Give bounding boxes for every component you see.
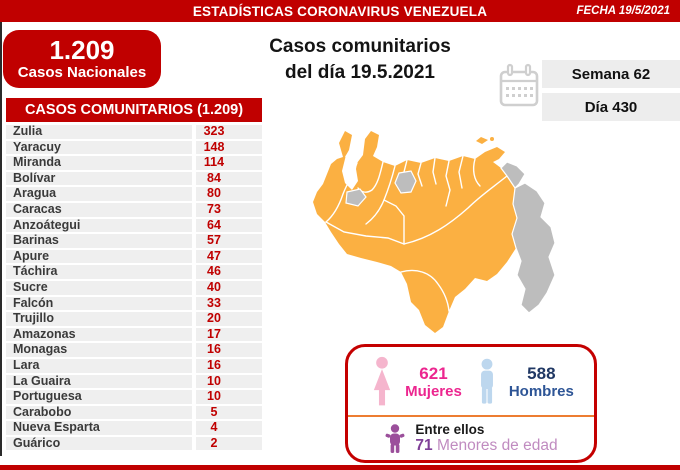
national-cases-value: 1.209 xyxy=(49,34,115,65)
state-cases-value: 16 xyxy=(196,343,262,357)
men-count: 588 xyxy=(527,363,556,383)
state-name: Bolívar xyxy=(6,172,192,186)
gender-row xyxy=(348,347,594,415)
week-badge: Semana 62 xyxy=(542,60,680,88)
state-name: Yaracuy xyxy=(6,141,192,155)
state-name: Nueva Esparta xyxy=(6,421,192,435)
minors-label: Menores de edad xyxy=(436,437,558,455)
state-name: Monagas xyxy=(6,343,192,357)
state-name: Barinas xyxy=(6,234,192,248)
state-name: Apure xyxy=(6,250,192,264)
banner-date: FECHA 19/5/2021 xyxy=(576,5,670,17)
day-badge: Día 430 xyxy=(542,93,680,121)
page-title-line1: Casos comunitarios xyxy=(269,36,451,57)
calendar-icon xyxy=(497,62,541,110)
table-row xyxy=(6,234,262,248)
national-cases-card xyxy=(3,30,161,88)
state-name: Miranda xyxy=(6,156,192,170)
women-group xyxy=(368,356,462,408)
table-row xyxy=(6,187,262,201)
state-cases-value: 2 xyxy=(196,437,262,451)
table-row xyxy=(6,281,262,295)
minors-prefix: Entre ellos xyxy=(415,421,485,437)
demographics-card xyxy=(345,344,597,463)
state-cases-value: 84 xyxy=(196,172,262,186)
state-name: Falcón xyxy=(6,297,192,311)
national-cases-label: Casos Nacionales xyxy=(17,64,147,82)
state-name: La Guaira xyxy=(6,375,192,389)
top-banner xyxy=(0,0,680,22)
table-row xyxy=(6,250,262,264)
table-row xyxy=(6,343,262,357)
woman-icon xyxy=(368,356,396,408)
state-name: Trujillo xyxy=(6,312,192,326)
child-icon xyxy=(384,423,406,455)
table-row xyxy=(6,156,262,170)
state-cases-value: 47 xyxy=(196,250,262,264)
man-icon xyxy=(474,356,500,408)
state-name: Anzoátegui xyxy=(6,219,192,233)
state-name: Portuguesa xyxy=(6,390,192,404)
map-island-small xyxy=(490,137,494,141)
state-cases-value: 46 xyxy=(196,265,262,279)
state-name: Amazonas xyxy=(6,328,192,342)
table-row xyxy=(6,390,262,404)
minors-count: 71 xyxy=(415,437,433,455)
state-cases-value: 16 xyxy=(196,359,262,373)
state-cases-value: 4 xyxy=(196,421,262,435)
table-row xyxy=(6,312,262,326)
state-cases-value: 40 xyxy=(196,281,262,295)
state-name: Carabobo xyxy=(6,406,192,420)
page-title-line2: del día 19.5.2021 xyxy=(285,61,435,83)
page-title xyxy=(238,34,482,85)
women-label: Mujeres xyxy=(405,383,462,401)
banner-title: ESTADÍSTICAS CORONAVIRUS VENEZUELA xyxy=(192,3,488,19)
state-name: Guárico xyxy=(6,437,192,451)
state-name: Lara xyxy=(6,359,192,373)
state-cases-value: 10 xyxy=(196,375,262,389)
state-cases-value: 17 xyxy=(196,328,262,342)
left-edge-line xyxy=(0,22,2,456)
table-row xyxy=(6,359,262,373)
state-cases-value: 10 xyxy=(196,390,262,404)
table-row xyxy=(6,421,262,435)
state-cases-value: 20 xyxy=(196,312,262,326)
cases-table-body xyxy=(6,125,262,450)
table-row xyxy=(6,203,262,217)
table-row xyxy=(6,328,262,342)
map-region-esequibo xyxy=(512,183,555,313)
table-row xyxy=(6,375,262,389)
men-label: Hombres xyxy=(508,383,574,401)
state-name: Sucre xyxy=(6,281,192,295)
minors-line xyxy=(415,437,557,455)
women-count: 621 xyxy=(419,363,448,383)
state-cases-value: 80 xyxy=(196,187,262,201)
minors-row xyxy=(348,417,594,460)
map-island-margarita xyxy=(476,137,488,144)
state-cases-value: 57 xyxy=(196,234,262,248)
state-cases-value: 73 xyxy=(196,203,262,217)
state-name: Zulia xyxy=(6,125,192,139)
men-group xyxy=(474,356,574,408)
venezuela-map xyxy=(300,126,588,340)
table-row xyxy=(6,265,262,279)
state-cases-value: 323 xyxy=(196,125,262,139)
state-cases-value: 148 xyxy=(196,141,262,155)
state-cases-value: 114 xyxy=(196,156,262,170)
state-name: Táchira xyxy=(6,265,192,279)
table-row xyxy=(6,437,262,451)
state-name: Caracas xyxy=(6,203,192,217)
table-row xyxy=(6,297,262,311)
table-row xyxy=(6,141,262,155)
table-row xyxy=(6,172,262,186)
state-cases-value: 33 xyxy=(196,297,262,311)
footer-bar xyxy=(0,465,680,470)
table-row xyxy=(6,406,262,420)
table-row xyxy=(6,219,262,233)
state-name: Aragua xyxy=(6,187,192,201)
state-cases-value: 64 xyxy=(196,219,262,233)
table-row xyxy=(6,125,262,139)
state-cases-value: 5 xyxy=(196,406,262,420)
cases-table-header: CASOS COMUNITARIOS (1.209) xyxy=(6,98,262,122)
